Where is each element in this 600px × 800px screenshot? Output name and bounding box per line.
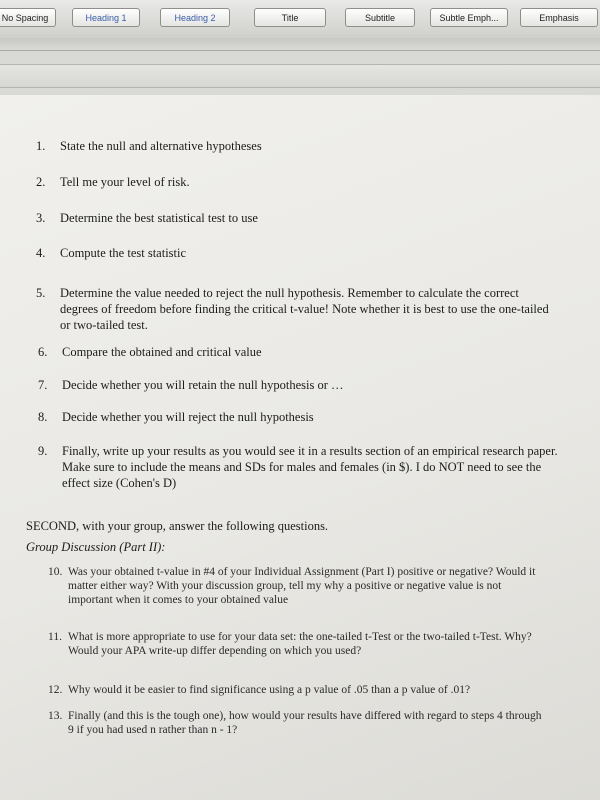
step-text: Compare the obtained and critical value — [62, 345, 262, 359]
step-text: Determine the best statistical test to use — [60, 211, 258, 225]
question-text: What is more appropriate to use for your data set: the one-tailed t-Test or the two-tailed t-Test. Why? Would your APA write-up differ depending on which you used? — [68, 631, 532, 657]
group-discussion-heading: Group Discussion (Part II): — [26, 540, 166, 554]
toolbar-separator — [0, 38, 600, 51]
step-text: Compute the test statistic — [60, 246, 187, 260]
step-text: State the null and alternative hypotheses — [60, 139, 262, 153]
step-text: Finally, write up your results as you would see it in a results section of an empirical research paper. Make sure to include the means and SDs for males and females (in $). I do NOT need to see the effect size (Cohen's D) — [62, 444, 558, 490]
section-heading: SECOND, with your group, answer the following questions. — [26, 519, 329, 533]
step-text: Decide whether you will reject the null hypothesis — [62, 410, 314, 424]
step-text: Tell me your level of risk. — [60, 175, 190, 189]
style-subtitle-button[interactable]: Subtitle — [345, 8, 415, 27]
style-heading2-button[interactable]: Heading 2 — [160, 8, 230, 27]
style-title-button[interactable]: Title — [254, 8, 326, 27]
style-subtle-emphasis-button[interactable]: Subtle Emph... — [430, 8, 508, 27]
question-text: Why would it be easier to find significance using a p value of .05 than a p value of .01? — [68, 684, 471, 696]
document-page[interactable]: 1. State the null and alternative hypotheses 2. Tell me your level of risk. 3. Determine the best statistical test to use 4. Compute the test statistic 5. Determine the value needed to reject the null hypothesis. Remember to calculate the correct degrees of freedom before finding the critical t-value! Note whether it is best to use the one-tailed or two-tailed test. 6. Compare the obtained and critical value 7. Decide whether you will retain the null hypothesis or … 8. Decide whether you will reject the null hypothesis 9. Finally, write up your results as you would see it in a results section of an empirical research paper. Make sure to include the means and SDs for males and females (in $). I do NOT need to see the effect size (Cohen's D) SECOND, with your group, answer the following questions. Group Discussion (Part II): 10. Was your obtained t-value in #4 of your Individual Assignment (Part I) positive or negative? Would it matter either way? With your discussion group, tell my why a positive or negative value is not important when it comes to your obtained value 11. What is more appropriate to use for your data set: the one-tailed t-Test or the two-tailed t-Test. Why? Would your APA write-up differ depending on which you used? 12. Why would it be easier to find significance using a p value of .05 than a p value of .01? 13. Finally (and this is the tough one), how would your results have differed with regard to steps 4 through 9 if you had used n rather than n - 1? — [0, 95, 600, 800]
style-no-spacing-button[interactable]: No Spacing — [0, 8, 56, 27]
style-emphasis-button[interactable]: Emphasis — [520, 8, 598, 27]
step-text: Determine the value needed to reject the null hypothesis. Remember to calculate the correct degrees of freedom before finding the critical t-value! Note whether it is best to use the one-tailed or two-tailed test. — [60, 286, 549, 332]
question-text: Finally (and this is the tough one), how would your results have differed with regard to steps 4 through 9 if you had used n rather than n - 1? — [68, 710, 542, 736]
styles-ribbon — [0, 0, 600, 39]
step-text: Decide whether you will retain the null hypothesis or … — [62, 378, 344, 392]
style-heading1-button[interactable]: Heading 1 — [72, 8, 140, 27]
question-text: Was your obtained t-value in #4 of your Individual Assignment (Part I) positive or negative? Would it matter either way? With your discussion group, tell my why a positive or negative value is not important when it comes to your obtained value — [68, 566, 536, 606]
ruler — [0, 64, 600, 88]
